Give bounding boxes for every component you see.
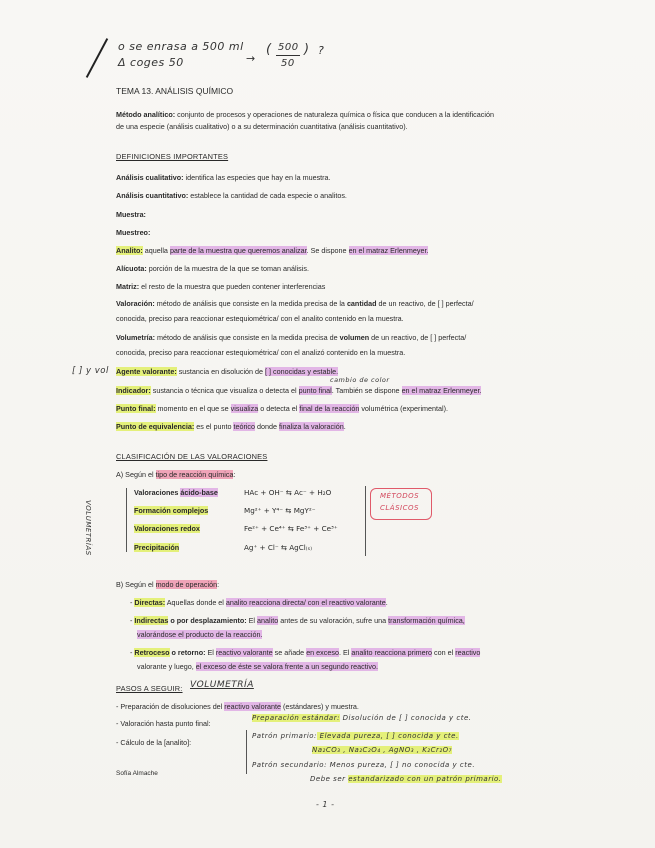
paren-open: ( bbox=[266, 42, 272, 57]
def-text: método de análisis que consiste en la medida precisa de la bbox=[154, 299, 347, 308]
hand-hl: Na₂CO₃ , Na₂C₂O₄ , AgNO₃ , K₂Cr₂O₇ bbox=[312, 746, 452, 754]
paso-1: - Preparación de disoluciones del reactivo valorante (estándares) y muestra. bbox=[116, 702, 359, 711]
def-text: . bbox=[343, 422, 346, 431]
def-text: método de análisis que consiste en la medida precisa de bbox=[155, 333, 340, 342]
hand-text: Patrón secundario: bbox=[252, 761, 327, 769]
def-text: establece la cantidad de cada especie o analitos. bbox=[188, 191, 347, 200]
intro-text-1: conjunto de procesos y operaciones de naturaleza química o física que conducen a la identificación bbox=[175, 110, 494, 119]
modo-term: Retroceso bbox=[134, 648, 170, 657]
def-punto-equivalencia bbox=[116, 422, 346, 432]
def-muestra: Muestra: bbox=[116, 210, 146, 219]
modo-highlight: el exceso de éste se valora frente a un segundo reactivo. bbox=[195, 662, 378, 671]
def-matriz bbox=[116, 282, 325, 292]
def-term: Valoración: bbox=[116, 299, 155, 308]
clasificacion-heading: CLASIFICACIÓN DE LAS VALORACIONES bbox=[116, 452, 268, 461]
paso-text: Valoración hasta punto final: bbox=[120, 719, 211, 728]
bracket bbox=[126, 488, 127, 552]
modo-highlight: reactivo bbox=[455, 648, 481, 657]
equation-acid-base: HAc + OH⁻ ⇆ Ac⁻ + H₂O bbox=[244, 488, 332, 497]
handwritten-note-2: Δ coges 50 bbox=[118, 56, 184, 69]
intro-line-2: de una especie (análisis cualitativo) o a su determinación cuantitativa (análisis cuantitativo). bbox=[116, 122, 408, 131]
row-name: Valoraciones redox bbox=[134, 524, 200, 533]
fraction-numerator: 500 bbox=[278, 42, 299, 53]
hand-hl: Preparación estándar: bbox=[252, 714, 340, 722]
hand-patron-primario bbox=[252, 732, 459, 740]
hand-text: Debe ser bbox=[310, 775, 349, 783]
hand-formulas bbox=[312, 746, 452, 754]
modo-indirectas-2 bbox=[137, 630, 262, 640]
section-label: B) Según el bbox=[116, 580, 156, 589]
modo-retroceso-1: - Retroceso o retorno: El reactivo valorante se añade en exceso. El analito reacciona primero con el reactivo bbox=[130, 648, 481, 657]
def-term: Punto final: bbox=[116, 404, 156, 413]
def-text: de un reactivo, de [ ] perfecta/ bbox=[376, 299, 474, 308]
def-term: Análisis cualitativo: bbox=[116, 173, 184, 182]
def-term: Analito: bbox=[116, 246, 143, 255]
def-text: aquella bbox=[142, 246, 170, 255]
hand-patron-secundario bbox=[252, 761, 475, 769]
side-label-volumetrias: VOLUMETRÍAS bbox=[84, 500, 92, 556]
def-alicuota bbox=[116, 264, 309, 274]
def-term: Alícuota: bbox=[116, 264, 147, 273]
hand-hl: Elevada pureza, [ ] conocida y cte. bbox=[316, 732, 459, 740]
metodos-line-2: CLÁSICOS bbox=[380, 504, 419, 512]
modo-text: Aquellas donde el bbox=[165, 598, 226, 607]
def-term: Punto de equivalencia: bbox=[116, 422, 195, 431]
def-term: Indicador: bbox=[116, 386, 151, 395]
hand-hl: estandarizado con un patrón primario. bbox=[348, 775, 502, 783]
author: Sofía Almache bbox=[116, 770, 158, 777]
handwritten-cambio-color: cambio de color bbox=[330, 376, 390, 384]
modo-retroceso-2 bbox=[137, 662, 378, 672]
row-name: Formación complejos bbox=[134, 506, 209, 515]
margin-note: [ ] y vol bbox=[72, 366, 109, 376]
paso-text: (estándares) y muestra. bbox=[281, 702, 359, 711]
row-name: Valoraciones bbox=[134, 488, 181, 497]
clasificacion-b bbox=[116, 580, 219, 590]
valoracion-row bbox=[134, 524, 200, 533]
section-label: A) Según el bbox=[116, 470, 156, 479]
valoracion-row bbox=[134, 543, 179, 552]
def-text: momento en el que se bbox=[155, 404, 231, 413]
def-highlight: [ ] conocidas y estable. bbox=[265, 367, 339, 376]
def-term: Análisis cuantitativo: bbox=[116, 191, 189, 200]
pasos-heading-text: PASOS A SEGUIR: bbox=[116, 684, 183, 693]
def-bold: volumen bbox=[339, 333, 370, 342]
row-name: Precipitación bbox=[134, 543, 180, 552]
hand-text: Menos pureza, [ ] no conocida y cte. bbox=[326, 761, 476, 769]
row-name-hl: ácido-base bbox=[180, 488, 218, 497]
def-highlight: en el matraz Erlenmeyer. bbox=[401, 386, 482, 395]
intro-term: Método analítico: bbox=[116, 110, 176, 119]
valoracion-row bbox=[134, 488, 218, 497]
metodos-line-1: MÉTODOS bbox=[380, 492, 420, 500]
def-text: sustancia en disolución de bbox=[176, 367, 266, 376]
equation-complejos: Mg²⁺ + Y⁴⁻ ⇆ MgY²⁻ bbox=[244, 506, 316, 515]
right-bracket bbox=[360, 486, 366, 556]
modo-text: El bbox=[246, 616, 258, 625]
def-muestreo: Muestreo: bbox=[116, 228, 151, 237]
def-text: porción de la muestra de la que se toman análisis. bbox=[146, 264, 309, 273]
paso-text: Preparación de disoluciones del bbox=[120, 702, 225, 711]
section-term: tipo de reacción química bbox=[155, 470, 234, 479]
handwritten-note-1: o se enrasa a 500 ml bbox=[118, 40, 244, 53]
def-analito bbox=[116, 246, 428, 256]
modo-highlight: valorándose el producto de la reacción. bbox=[137, 630, 263, 639]
section-colon: : bbox=[217, 580, 220, 589]
def-text: o detecta el bbox=[258, 404, 300, 413]
def-term: Matriz: bbox=[116, 282, 140, 291]
paren-close: ) bbox=[304, 42, 310, 57]
paso-highlight: reactivo valorante bbox=[224, 702, 282, 711]
def-text: identifica las especies que hay en la muestra. bbox=[183, 173, 331, 182]
pasos-heading-hand: VOLUMETRÍA bbox=[190, 680, 254, 690]
def-volumetria-2: conocida, preciso para reaccionar estequiométrica/ con el analizó contenido en la muestra. bbox=[116, 348, 406, 357]
section-term: modo de operación bbox=[155, 580, 218, 589]
def-punto-final bbox=[116, 404, 448, 414]
def-agente bbox=[116, 367, 338, 377]
def-text: donde bbox=[255, 422, 280, 431]
def-highlight: punto final bbox=[298, 386, 332, 395]
clasificacion-a bbox=[116, 470, 235, 480]
def-text: . Se dispone bbox=[306, 246, 349, 255]
modo-directas: - Directas: Aquellas donde el analito reacciona directa/ con el reactivo valorante. bbox=[130, 598, 388, 607]
fraction-bar bbox=[276, 55, 300, 56]
modo-term: Directas: bbox=[134, 598, 166, 607]
modo-highlight: reactivo valorante bbox=[215, 648, 273, 657]
page-number: - 1 - bbox=[316, 800, 335, 809]
def-term: Agente valorante: bbox=[116, 367, 177, 376]
hand-text: Patrón primario: bbox=[252, 732, 317, 740]
hand-preparacion bbox=[252, 714, 472, 722]
handwritten-arrow: → bbox=[246, 52, 256, 65]
hand-bracket bbox=[246, 730, 247, 774]
modo-highlight: analito reacciona directa/ con el reactivo valorante bbox=[225, 598, 386, 607]
def-valoracion-1 bbox=[116, 299, 474, 309]
def-cuantitativo bbox=[116, 191, 347, 201]
def-text: de un reactivo, de [ ] perfecta/ bbox=[369, 333, 467, 342]
def-valoracion-2: conocida, preciso para reaccionar estequiométrica/ con el analito contenido en la muestra. bbox=[116, 314, 404, 323]
modo-highlight: analito bbox=[257, 616, 279, 625]
def-text: . También se dispone bbox=[331, 386, 402, 395]
modo-text: o retorno: bbox=[169, 648, 206, 657]
modo-text: valorante y luego, bbox=[137, 662, 196, 671]
def-text: el resto de la muestra que pueden contener interferencias bbox=[139, 282, 326, 291]
modo-text: . bbox=[385, 598, 388, 607]
modo-highlight: en exceso bbox=[306, 648, 339, 657]
valoracion-row bbox=[134, 506, 208, 515]
pasos-heading bbox=[116, 684, 183, 694]
def-text: volumétrica (experimental). bbox=[359, 404, 449, 413]
modo-text: . El bbox=[338, 648, 352, 657]
def-text: sustancia o técnica que visualiza o detecta el bbox=[150, 386, 299, 395]
modo-text: se añade bbox=[272, 648, 307, 657]
def-term: Volumetría: bbox=[116, 333, 156, 342]
def-highlight: finaliza la valoración bbox=[279, 422, 344, 431]
paso-text: Cálculo de la [analito]: bbox=[120, 738, 192, 747]
hand-estandarizado bbox=[310, 775, 502, 783]
def-highlight: visualiza bbox=[230, 404, 259, 413]
intro-line-1 bbox=[116, 110, 494, 120]
modo-text: antes de su valoración, sufre una bbox=[278, 616, 389, 625]
definitions-heading: DEFINICIONES IMPORTANTES bbox=[116, 152, 229, 161]
section-colon: : bbox=[233, 470, 236, 479]
def-bold: cantidad bbox=[346, 299, 377, 308]
def-volumetria-1 bbox=[116, 333, 466, 343]
modo-highlight: analito reacciona primero bbox=[351, 648, 433, 657]
page-title: TEMA 13. ANÁLISIS QUÍMICO bbox=[116, 86, 234, 96]
modo-highlight: transformación química, bbox=[388, 616, 465, 625]
modo-text: o por desplazamiento: bbox=[168, 616, 247, 625]
modo-indirectas-1: - Indirectas o por desplazamiento: El analito antes de su valoración, sufre una transformación química, bbox=[130, 616, 465, 625]
paso-2: - Valoración hasta punto final: bbox=[116, 719, 211, 728]
pen-stroke bbox=[86, 38, 108, 78]
paso-3: - Cálculo de la [analito]: bbox=[116, 738, 192, 747]
equation-redox: Fe²⁺ + Ce⁴⁺ ⇆ Fe³⁺ + Ce³⁺ bbox=[244, 524, 338, 533]
modo-text: con el bbox=[432, 648, 456, 657]
def-indicador bbox=[116, 386, 481, 396]
modo-term: Indirectas bbox=[134, 616, 169, 625]
modo-text: El bbox=[205, 648, 216, 657]
def-highlight: final de la reacción bbox=[299, 404, 360, 413]
def-text: es el punto bbox=[194, 422, 234, 431]
fraction-denominator: 50 bbox=[281, 58, 295, 69]
equation-precipitacion: Ag⁺ + Cl⁻ ⇆ AgCl₍ₛ₎ bbox=[244, 543, 312, 552]
def-highlight: en el matraz Erlenmeyer. bbox=[348, 246, 429, 255]
def-cualitativo bbox=[116, 173, 331, 183]
handwritten-question: ? bbox=[318, 44, 325, 57]
def-highlight: teórico bbox=[233, 422, 256, 431]
def-highlight: parte de la muestra que queremos analizar bbox=[169, 246, 307, 255]
hand-text: Disolución de [ ] conocida y cte. bbox=[339, 714, 472, 722]
